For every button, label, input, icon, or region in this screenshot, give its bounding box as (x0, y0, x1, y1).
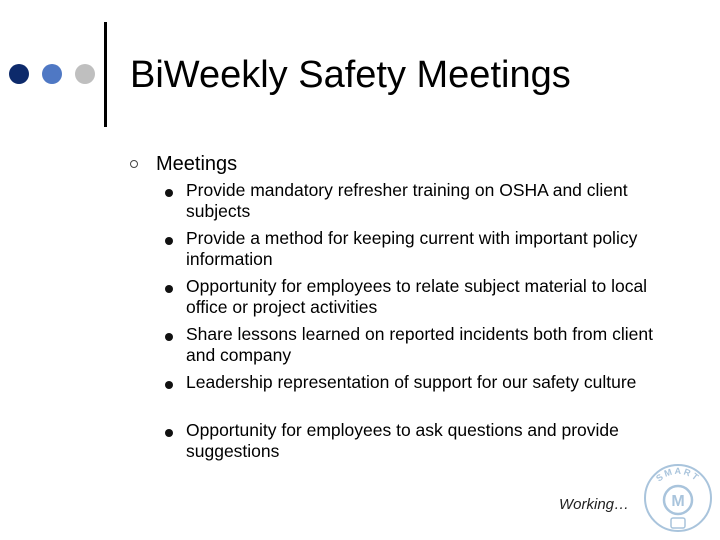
bullet-list (0, 180, 720, 468)
logo-text: SMART (654, 465, 702, 484)
list-item-text: Leadership representation of support for our safety culture (186, 372, 637, 392)
footer-caption: Working… (559, 496, 630, 513)
decorative-dot-dark (9, 64, 29, 84)
bullet-icon (165, 333, 173, 341)
list-item-text: Share lessons learned on reported incidents both from client and company (186, 324, 653, 365)
bullet-icon (165, 381, 173, 389)
logo-letter: M (671, 493, 685, 510)
list-item-text: Provide a method for keeping current with important policy information (186, 228, 638, 269)
list-item-text: Provide mandatory refresher training on OSHA and client subjects (186, 180, 628, 221)
list-item (0, 276, 720, 324)
list-item (0, 324, 720, 372)
list-item (0, 420, 720, 468)
decorative-dot-mid (42, 64, 62, 84)
bullet-icon (165, 285, 173, 293)
list-item (0, 372, 720, 420)
title-divider (104, 22, 107, 127)
bullet-icon (165, 189, 173, 197)
ring-bullet-icon (130, 160, 138, 168)
level1-label: Meetings (156, 153, 238, 175)
slide-title: BiWeekly Safety Meetings (130, 54, 571, 96)
list-item (0, 228, 720, 276)
bullet-icon (165, 237, 173, 245)
list-item-text: Opportunity for employees to relate subject material to local office or project activities (186, 276, 648, 317)
bullet-icon (165, 429, 173, 437)
decorative-dot-light (75, 64, 95, 84)
list-item-text: Opportunity for employees to ask questions and provide suggestions (186, 420, 619, 461)
list-item (0, 180, 720, 228)
smart-logo-icon (638, 458, 718, 538)
